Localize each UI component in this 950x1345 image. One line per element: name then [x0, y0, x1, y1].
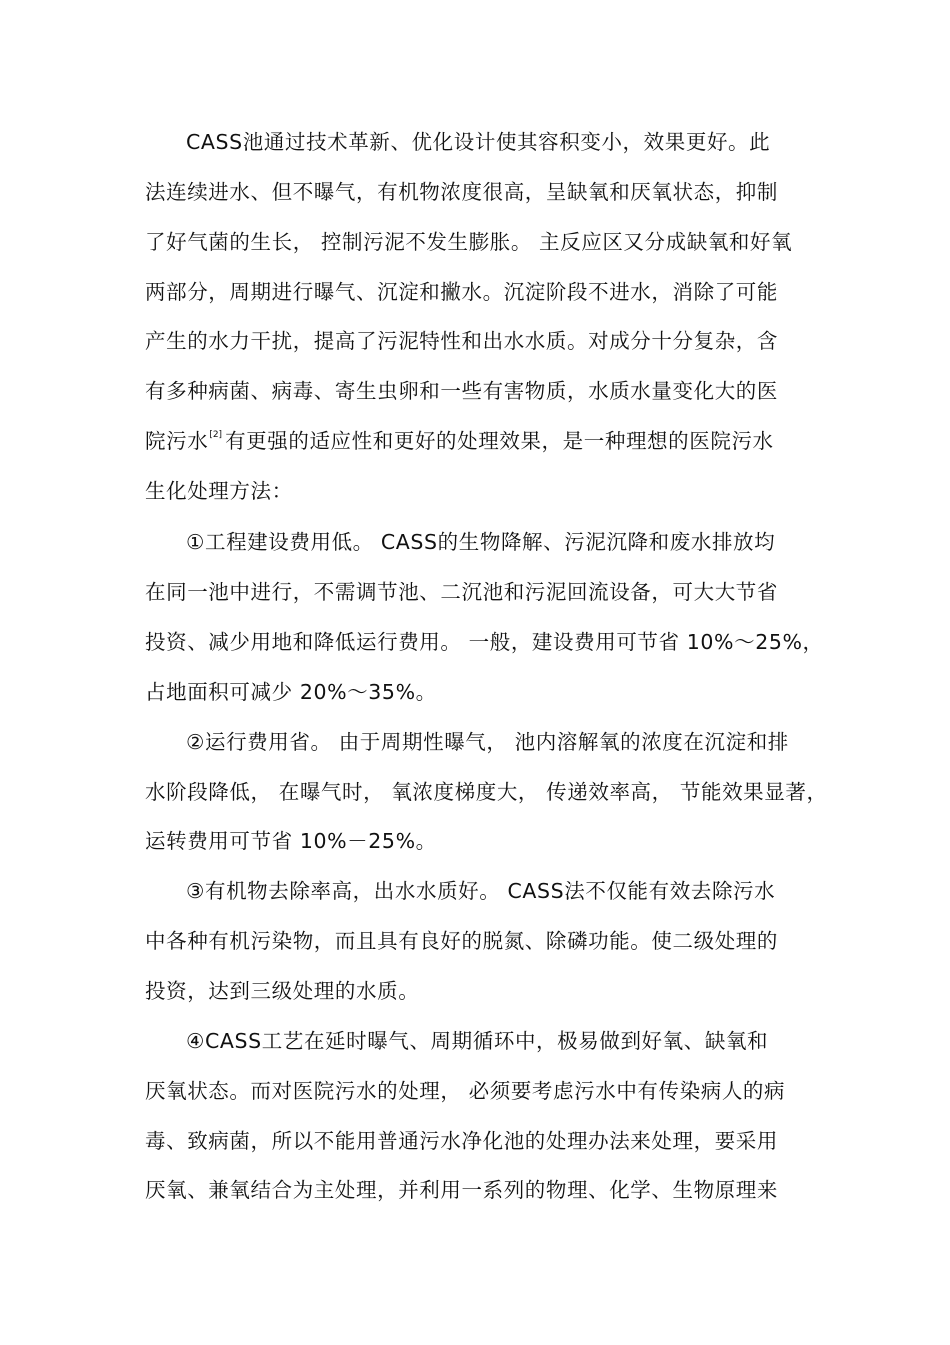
paragraph-line: 投资、减少用地和降低运行费用。 一般，建设费用可节省 10%～25%，	[145, 630, 824, 654]
paragraph-line: ③有机物去除率高，出水水质好。 CASS法不仅能有效去除污水	[186, 879, 776, 903]
paragraph-line: 厌氧、兼氧结合为主处理，并利用一系列的物理、化学、生物原理来	[145, 1178, 778, 1202]
citation-reference: [2]	[209, 430, 223, 440]
paragraph-line: 了好气菌的生长， 控制污泥不发生膨胀。 主反应区又分成缺氧和好氧	[145, 230, 793, 254]
line-text: 院污水	[145, 429, 209, 453]
paragraph-line: ②运行费用省。 由于周期性曝气， 池内溶解氧的浓度在沉淀和排	[186, 730, 789, 754]
paragraph-line: 两部分，周期进行曝气、沉淀和撇水。沉淀阶段不进水，消除了可能	[145, 280, 778, 304]
paragraph-line: 毒、致病菌，所以不能用普通污水净化池的处理办法来处理，要采用	[145, 1129, 778, 1153]
paragraph-line: 中各种有机污染物，而且具有良好的脱氮、除磷功能。使二级处理的	[145, 929, 778, 953]
paragraph-line: 生化处理方法：	[145, 479, 293, 503]
paragraph-line: 在同一池中进行，不需调节池、二沉池和污泥回流设备，可大大节省	[145, 580, 778, 604]
paragraph-line: 法连续进水、但不曝气，有机物浓度很高，呈缺氧和厌氧状态，抑制	[145, 180, 778, 204]
paragraph-line: 产生的水力干扰，提高了污泥特性和出水水质。对成分十分复杂，含	[145, 329, 778, 353]
paragraph-line: 投资，达到三级处理的水质。	[145, 979, 420, 1003]
line-text: 有更强的适应性和更好的处理效果，是一种理想的医院污水	[225, 429, 774, 453]
paragraph-line: 占地面积可减少 20%～35%。	[145, 680, 437, 704]
paragraph-line	[145, 426, 774, 456]
paragraph-line: ④CASS工艺在延时曝气、周期循环中，极易做到好氧、缺氧和	[186, 1029, 769, 1053]
paragraph-line: CASS池通过技术革新、优化设计使其容积变小，效果更好。此	[186, 130, 771, 154]
paragraph-line: ①工程建设费用低。 CASS的生物降解、污泥沉降和废水排放均	[186, 530, 776, 554]
paragraph-line: 有多种病菌、病毒、寄生虫卵和一些有害物质，水质水量变化大的医	[145, 379, 778, 403]
paragraph-line: 厌氧状态。而对医院污水的处理， 必须要考虑污水中有传染病人的病	[145, 1079, 786, 1103]
paragraph-line: 运转费用可节省 10%－25%。	[145, 829, 437, 853]
paragraph-line: 水阶段降低， 在曝气时， 氧浓度梯度大， 传递效率高， 节能效果显著，	[145, 780, 828, 804]
